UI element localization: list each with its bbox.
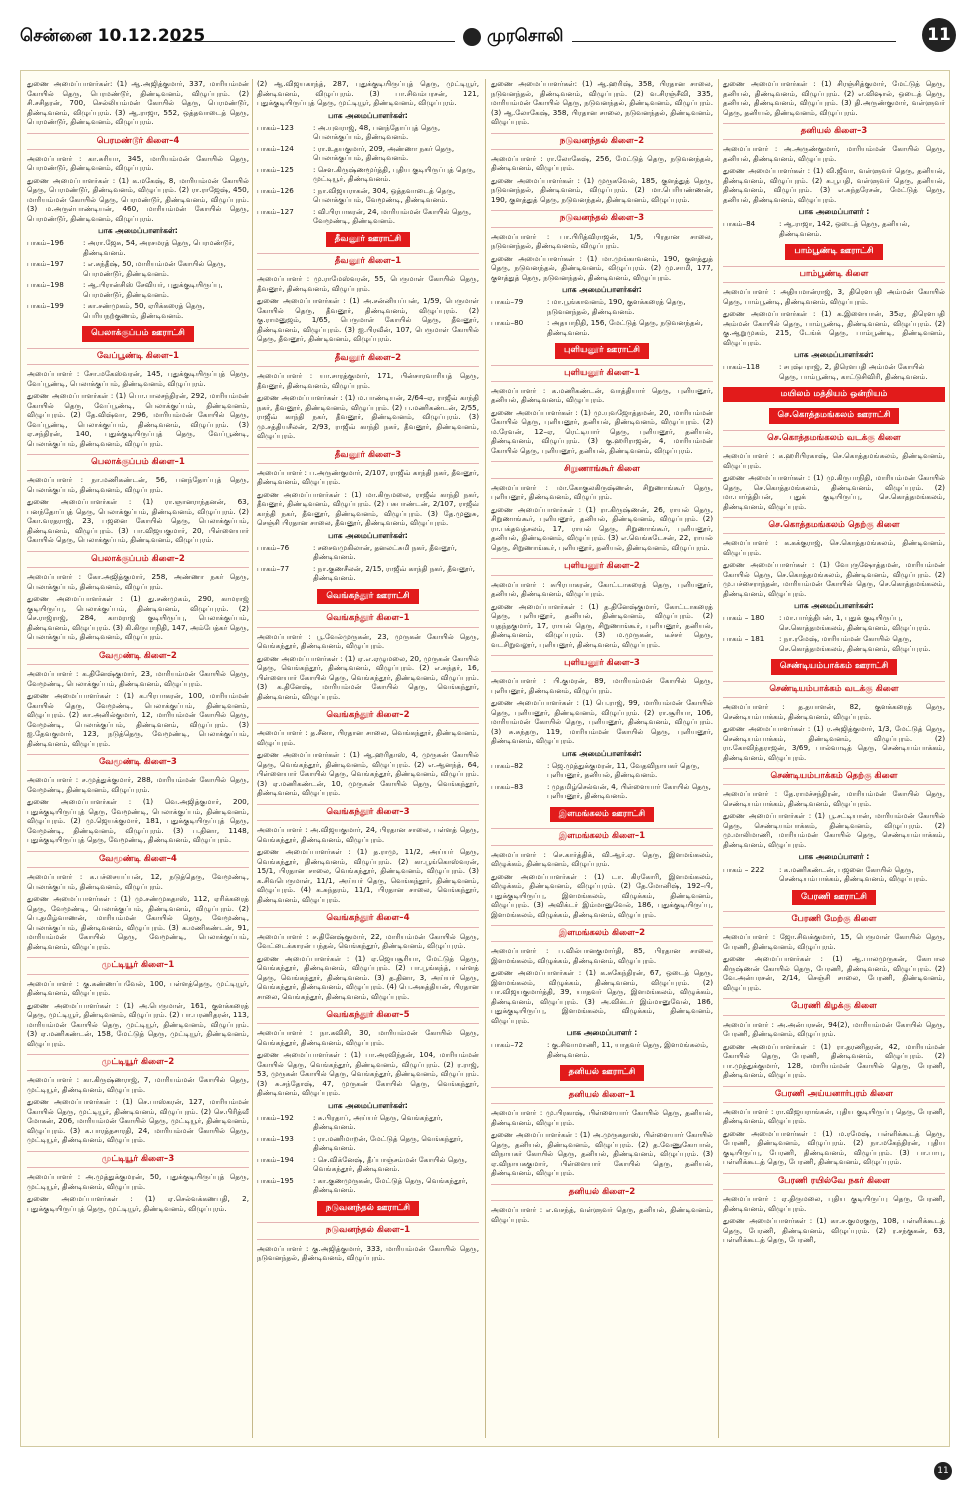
paragraph: அமைப்பாளர் : யா.சாரத்குமார், 171, பின்சாரவாரியத் தெரு, தீவனூர், திண்டிவனம், விழுப்புரம். [257, 371, 479, 390]
paragraph: துணை அமைப்பாளர்கள் : (1) மா.கிருமலை, ராஜீவ் காந்தி நகர், தீவனூர், திண்டிவனம், விழுப்புரம். (2) பசுபாண்டன், 2/107, ராஜீவ் காந்தி நகர், தீவனூர், திண்டிவனம், விழுப்புரம். (3) தே.முனுசு, செஞ்சி பிரதான சாலை, தீவனூர், திண்டிவனம், விழுப்புரம். [257, 489, 479, 528]
booth-detail: : சு.பிரதாப், அய்யர் தெரு, வெங்கந்தூர், திண்டிவனம். [313, 1112, 443, 1132]
booth-list [491, 1040, 713, 1059]
booth-number: பாகம்–76 [257, 542, 290, 552]
booth-detail: : மா.பூங்காவனம், 190, குளக்கரைத் தெரு, நடுவனந்தல், திண்டிவனம். [547, 297, 686, 316]
section-heading: புளியனூர் கிளை–2 [491, 558, 713, 575]
booth-number: பாகம்–194 [257, 1154, 294, 1164]
booth-detail: : அரா.ஜேசு, 54, அரசமரத் தெரு, பெரமண்டூர், திண்டிவனம். [83, 238, 235, 257]
booth-number: பாகம்–192 [257, 1112, 294, 1122]
paragraph: துணை அமைப்பாளர்கள்: (1) ஆ.அஜித்குமார், 337, மாரியம்மன் கோயில் தெரு, பெரமண்டூர், திண்டிவனம், விழுப்புரம். (2) சி.சசிதரன், 700, செல்லியம்மன் கோயில் தெரு, பெரமண்டூர், திண்டிவனம், விழுப்புரம். (3) ஆ.ராஜா, 552, ஒத்தவாடைத் தெரு, பெரமண்டூர், திண்டிவனம், விழுப்புரம். [27, 79, 249, 126]
booth-list [257, 123, 479, 226]
booth-list [723, 865, 945, 884]
paper-logo-icon [463, 28, 481, 46]
paragraph: துணை அமைப்பாளர்கள் : (1) ரா.தரணிதரன், 42, மாரியம்மன் கோயில் தெரு, பேரணி, திண்டிவனம், விழுப்புரம். (2) பா.முத்துக்குமார், 128, மாரியம்மன் கோயில் தெரு, பேரணி, திண்டிவனம், விழுப்புரம். [723, 1041, 945, 1080]
section-heading: வேமூண்டி கிளை–3 [27, 754, 249, 771]
subheading: பாக அமைப்பாளர் : [798, 852, 870, 862]
subheading: பாக அமைப்பாளர்கள்: [98, 226, 178, 236]
section-heading: பேரணி ரயில்வே நகர் கிளை [723, 1173, 945, 1190]
masthead [455, 26, 572, 48]
paragraph: துணை அமைப்பாளர்கள் : (1) வி.ஜீவா, வள்ளுவர் தெரு, தனியல், திண்டிவனம், விழுப்புரம். (2) க.பூபதி, வள்ளுவர் தெரு, தனியல், திண்டிவனம், விழுப்புரம். (3) எ.சுந்தரேசன், மேட்டுத் தெரு, தனியல், திண்டிவனம், விழுப்புரம். [723, 166, 945, 204]
booth-row [257, 564, 479, 583]
section-heading: செ.கொத்தமங்கலம் தெற்கு கிளை [723, 517, 945, 534]
paragraph: அமைப்பாளர் : அதியமான்ராஜ், 3, திரௌபதி அம்மன் கோயில் தெரு, பாம்பூண்டி, திண்டிவனம், விழுப்புரம். [723, 287, 945, 306]
column-divider [718, 79, 719, 1438]
paragraph: துணை அமைப்பாளர்கள் : (1) முருகவேல், 185, குளத்துத் தெரு, நடுவனந்தல், திண்டிவனம், விழுப்புரம். (2) மா.பெரியண்ணன், 190, குளத்துத் தெரு, நடுவனந்தல், திண்டிவனம், விழுப்புரம். [491, 175, 713, 204]
paragraph: துணை அமைப்பாளர்கள்: (1) ஆ.ஹரிஷ், 358, பிரதான சாலை, நடுவனந்தல், திண்டிவனம், விழுப்புரம். (2) வ.சிரஞ்சீவி, 335, மாரியம்மன் கோயில் தெரு, நடுவனந்தல், திண்டிவனம், விழுப்புரம். (3) ஆ.லோகேஷ், 358, பிரதான சாலை, நடுவனந்தல், திண்டிவனம், விழுப்புரம். [491, 79, 713, 126]
booth-row [257, 144, 479, 163]
paragraph: அமைப்பாளர் : க.மணிகண்டன், வாத்தியார் தெரு, புளியனூர், தனியல், திண்டிவனம், விழுப்புரம். [491, 385, 713, 405]
paragraph: துணை அமைப்பாளர்கள் : (1) பெ.ராஜ், 99, மாரியம்மன் கோயில் தெரு, புளியனூர், திண்டிவனம், விழுப்புரம். (2) ரா.சூரியா, 106, மாரியம்மன் கோயில் தெரு, புளியனூர், திண்டிவனம், விழுப்புரம். (3) சு.சுந்தரு, 119, மாரியம்மன் கோயில் தெரு, புளியனூர், திண்டிவனம், விழுப்புரம். [491, 698, 713, 746]
paragraph: அமைப்பாளர் : தே.ராமச்சந்திரன், மாரியம்மன் கோயில் தெரு, செண்டியம்பாக்கம், திண்டிவனம், விழுப்புரம். [723, 789, 945, 808]
paragraph: அமைப்பாளர் : கு.அஜித்குமார், 333, மாரியம்மன் கோயில் தெரு, நடுவனந்தல், திண்டிவனம், விழுப்புரம். [257, 1243, 479, 1263]
paragraph: அமைப்பாளர் : பா.பிரித்விராஜன், 1/5, பிரதான சாலை, நடுவனந்தல், திண்டிவனம், விழுப்புரம். [491, 231, 713, 251]
section-heading: பெலாக்குப்பம் கிளை–1 [27, 454, 249, 471]
paragraph: துணை அமைப்பாளர்கள் : (1) க.மகேஷ், 8, மாரியம்மன் கோயில் தெரு, பெரமண்டூர், திண்டிவனம், விழுப்புரம். (2) ரா.ராஜேஷ், 450, மாரியம்மன் கோயில் தெரு, பெரமண்டூர், திண்டிவனம், விழுப்புரம். (3) ம.அருள்பாண்டியன், 460, மாரியம்மன் கோயில் தெரு, பெரமண்டூர், திண்டிவனம், விழுப்புரம். [27, 175, 249, 223]
paragraph: அமைப்பாளர் : ரா.லோகேஷ், 256, மேட்டுத் தெரு, நடுவனந்தல், திண்டிவனம், விழுப்புரம். [491, 153, 713, 173]
panchayat-banner: செண்டியம்பாக்கம் ஊராட்சி [771, 659, 898, 674]
booth-number: பாகம்–124 [257, 143, 294, 153]
booth-row [257, 1155, 479, 1174]
section-heading: புளியனூர் கிளை–1 [491, 365, 713, 382]
section-heading: வெங்கந்தூர் கிளை–2 [257, 707, 479, 724]
booth-detail: : எ.சுந்தீஷ், 50, மாரியம்மன் கோயில் தெரு, பெரமண்டூர், திண்டிவனம். [83, 259, 226, 278]
panchayat-banner: இளமங்கலம் ஊராட்சி [550, 807, 654, 822]
booth-list [257, 1113, 479, 1195]
booth-list [27, 238, 249, 320]
subheading: பாக அமைப்பாளர்கள்: [794, 350, 874, 360]
section-heading: பெரமண்டூர் கிளை–4 [27, 133, 249, 150]
section-heading: தனியல் கிளை–3 [723, 123, 945, 140]
paragraph: துணை அமைப்பாளர்கள் : (1) மு.யுவஜோத்தமன், 20, மாரியம்மன் கோயில் தெரு, புளியனூர், தனியல், திண்டிவனம், விழுப்புரம். (2) ம.ரேவன், 12–ஏ, ரெட்டியார் தெரு, புளியனூர், தனியல், திண்டிவனம், விழுப்புரம். (3) கு.ஹரிராஜன், 4, மாரியம்மன் கோயில் தெரு, புளியனூர், தனியல், திண்டிவனம், விழுப்புரம். [491, 407, 713, 455]
booth-list [723, 613, 945, 653]
subheading: பாக அமைப்பாளர்கள்: [562, 748, 642, 758]
booth-number: பாகம்–126 [257, 185, 294, 195]
paragraph: அமைப்பாளர் : அ.முத்துக்குமரன், 50, புதுக்குடியிருப்புத் தெரு, முட்டியூர், திண்டிவனம், விழுப்புரம். [27, 1172, 249, 1191]
booth-row [27, 301, 249, 320]
booth-number: பாகம்–197 [27, 259, 64, 269]
booth-number: பாகம்–72 [491, 1040, 524, 1050]
column-3 [491, 79, 713, 1438]
paragraph: அமைப்பாளர் : ஏ.திருமலை, புதிய குடியிருப்பு தெரு, பேரணி, திண்டிவனம், விழுப்புரம். [723, 1194, 945, 1213]
booth-number: பாகம்–196 [27, 238, 64, 248]
paragraph: அமைப்பாளர் : க.பச்சையப்பன், 12, நடுத்தெரு, வேமூண்டி, பெலாக்குப்பம், திண்டிவனம், விழுப்புரம். [27, 872, 249, 891]
subheading: பாக அமைப்பாளர்கள்: [328, 530, 408, 540]
section-heading: செ.கொத்தமங்கலம் வடக்கு கிளை [723, 430, 945, 447]
panchayat-banner: புளியனூர் ஊராட்சி [555, 343, 649, 358]
section-heading: முட்டியூர் கிளை–3 [27, 1151, 249, 1168]
paragraph: துணை அமைப்பாளர்கள் : (1) க.இளையான், 35ஏ, திரௌபதி அம்மன் கோயில் தெரு, பாம்பூண்டி, திண்டிவனம், விழுப்புரம். (2) கு.ஆறுமுகம், 215, டேங்க் தெரு, பாம்பூண்டி, திண்டிவனம், விழுப்புரம். [723, 309, 945, 347]
paragraph: அமைப்பாளர் : க.தினேஷ்குமார், 23, மாரியம்மன் கோயில் தெரு, வேமூண்டி, பெலாக்குப்பம், திண்டிவனம், விழுப்புரம். [27, 669, 249, 688]
section-heading: நடுவனந்தல் கிளை–3 [491, 210, 713, 227]
booth-detail: : ஆ.பிரான்சிஸ் சேவியர், புதுக்குடியிருப்பு, பெரமண்டூர், திண்டிவனம். [83, 280, 223, 299]
section-heading: வேமூண்டி கிளை–4 [27, 851, 249, 868]
booth-detail: : ரா.மணிமாறன், மேட்டுத் தெரு, வெங்கந்தூர், திண்டிவனம். [313, 1133, 463, 1153]
paragraph: அமைப்பாளர் : மா.கோகுலகிருஷ்ணன், சிறுணாங்கூர் தெரு, புளியனூர், திண்டிவனம், விழுப்புரம். [491, 482, 713, 502]
panchayat-banner: தீவனூர் ஊராட்சி [326, 232, 410, 247]
booth-number: பாகம்–198 [27, 280, 64, 290]
paragraph: துணை அமைப்பாளர்கள் : (1) து.சண்முகம், 290, காமராஜ் குடியிருப்பு, பெலாக்குப்பம், திண்டிவனம், விழுப்புரம். (2) செ.ராஜ்ராஜ், 284, காமராஜ் குடியிருப்பு, பெலாக்குப்பம், திண்டிவனம், விழுப்புரம். (3) கி.கிருபாநிதி, 147, அம்பேத்கர் தெரு, பெலாக்குப்பம், திண்டிவனம், விழுப்புரம். [27, 594, 249, 642]
panchayat-banner: தனியல் ஊராட்சி [560, 1065, 645, 1080]
booth-detail: : ஜெ.முத்துக்குமரன், 11, வேதவிநாயகர் தெரு, புளியனூர், தனியல், திண்டிவனம். [547, 760, 700, 780]
booth-number: பாகம்–80 [491, 318, 524, 328]
paragraph: துணை அமைப்பாளர்கள் : (1) மு.கிருபாநிதி, மாரியம்மன் கோயில் தெரு, செ.கொத்தமங்கலம், திண்டிவனம், விழுப்புரம். (2) மா.பார்த்திபன், புதுக் குடியிருப்பு, செ.கொத்தமங்கலம், திண்டிவனம், விழுப்புரம். [723, 473, 945, 511]
paragraph: துணை அமைப்பாளர்கள் : (1) ரா.ஞானராந்தனன், 63, பனந்தோப்புத் தெரு, பெலாக்குப்பம், திண்டிவனம், விழுப்புரம். (2) கோ.வரதராஜ், 23, பஜனை கோயில் தெரு, பெலாக்குப்பம், திண்டிவனம், விழுப்புரம். (3) பா.விஜயகுமார், 20, பிள்ளையார் கோயில் தெரு, பெலாக்குப்பம், திண்டிவனம், விழுப்புரம். [27, 497, 249, 545]
paragraph: அமைப்பாளர் : எ.வசந்த், வள்ளுவர் தெரு, தனியல், திண்டிவனம், விழுப்புரம். [491, 1205, 713, 1224]
city-date: சென்னை 10.12.2025 [20, 26, 206, 46]
booth-number: பாகம்–127 [257, 206, 294, 216]
booth-list [723, 362, 945, 381]
booth-detail: : நா.குணசீலன், 2/15, ராஜீவ் காந்தி நகர், தீவனூர், திண்டிவனம். [313, 563, 475, 583]
booth-number: பாகம் – 181 [723, 634, 765, 644]
paragraph: துணை அமைப்பாளர்கள் : (1) மா.முங்காவனம், 190, குளத்துத் தெரு, நடுவனந்தல், திண்டிவனம், விழுப்புரம். (2) மு.சாமி, 177, குளத்துத் தெரு, நடுவனந்தல், திண்டிவனம், விழுப்புரம். [491, 253, 713, 282]
subheading: பாக அமைப்பாளர்கள்: [328, 110, 408, 120]
booth-row [257, 207, 479, 226]
booth-list [723, 219, 945, 238]
panchayat-banner: பாம்பூண்டி ஊராட்சி [785, 244, 882, 259]
booth-detail: : செ.விக்னேஷ், தீப்பாஞ்சம்மன் கோயில் தெரு, வெங்கந்தூர், திண்டிவனம். [313, 1154, 467, 1174]
paragraph: அமைப்பாளர் : சோ.மகேஸ்வரன், 145, புதுக்குடியிருப்புத் தெரு, வேப்பூண்டி, பெலாக்குப்பம், திண்டிவனம், விழுப்புரம். [27, 369, 249, 388]
page-header [20, 18, 956, 60]
paragraph: துணை அமைப்பாளர்கள் : (1) ஏ.செல்வக்கணபதி, 2, புதுக்குடியிருப்புத் தெரு, முட்டியூர், திண்டிவனம், விழுப்புரம். [27, 1194, 249, 1213]
booth-detail: : ரா.உதயகுமார், 209, அண்ணா நகர் தெரு, பெலாக்குப்பம், திண்டிவனம். [313, 143, 455, 163]
section-heading: முட்டியூர் கிளை–2 [27, 1054, 249, 1071]
subheading: பாக அமைப்பாளர்கள்: [562, 285, 642, 295]
section-heading: நடுவனந்தல் கிளை–1 [257, 1222, 479, 1239]
booth-row [491, 318, 713, 337]
column-2 [257, 79, 479, 1438]
paragraph: அமைப்பாளர் : ச.தினேஷ்குமார், 22, மாரியம்மன் கோயில் தெரு, வேட்டைக்காரன் பந்தல், வெங்கந்தூர், திண்டிவனம், விழுப்புரம். [257, 931, 479, 951]
booth-detail: : ஆ.ராஜா, 142, ஒடைத் தெரு, தனியல், திண்டிவனம். [779, 219, 910, 238]
section-heading: புளியனூர் கிளை–3 [491, 655, 713, 672]
paragraph: அமைப்பாளர் : ரா.விஜயராங்கன், புதிய குடியிருப்பு தெரு, பேரணி, திண்டிவனம், விழுப்புரம். [723, 1106, 945, 1126]
paragraph: துணை அமைப்பாளர்கள் : (1) பூ.சட்டியான், மாரியம்மன் கோயில் தெரு, செண்டியம்பாக்கம், திண்டிவனம், விழுப்புரம். (2) மு.மாலிமாணி, மாரியம்மன் கோயில் தெரு, செண்டியம்பாக்கம், திண்டிவனம், விழுப்புரம். [723, 811, 945, 849]
paragraph: துணை அமைப்பாளர்கள் : (1) க.பிரபாகரன், 100, மாரியம்மன் கோயில் தெரு, வேமூண்டி, பெலாக்குப்பம், திண்டிவனம், விழுப்புரம். (2) கா.அனில்குமார், 12, மாரியம்மன் கோயில் தெரு, வேமூண்டி, பெலாக்குப்பம், திண்டிவனம், விழுப்புரம். (3) ஐ.தேவகுமார், 123, நடுத்தெரு, வேமூண்டி, பெலாக்குப்பம், திண்டிவனம், விழுப்புரம். [27, 691, 249, 748]
section-heading: பாம்பூண்டி கிளை [723, 266, 945, 283]
section-heading: செண்டியம்பாக்கம் தெற்கு கிளை [723, 768, 945, 785]
booth-number: பாகம்–83 [491, 781, 524, 791]
booth-row [491, 297, 713, 316]
panchayat-banner: பேரணி ஊராட்சி [792, 890, 876, 905]
section-heading: தீவனூர் கிளை–2 [257, 350, 479, 367]
paragraph: துணை அமைப்பாளர்கள் : (1) சிரஞ்சித்குமார், மேட்டுத் தெரு, தனியல், திண்டிவனம், விழுப்புரம். (2) எ.விஷால், ஒடைத் தெரு, தனியல், திண்டிவனம், விழுப்புரம். (3) தி.அருண்குமார், வள்ளுவர் தெரு, தனியல், திண்டிவனம், விழுப்புரம். [723, 79, 945, 117]
section-heading: நடுவனந்தல் கிளை–2 [491, 133, 713, 150]
booth-row [491, 1040, 713, 1059]
section-heading: இளமங்கலம் கிளை–1 [491, 828, 713, 845]
booth-detail: : அதயாநிதி, 156, மேட்டுத் தெரு, நடுவனந்தல், திண்டிவனம். [547, 318, 703, 337]
column-4 [723, 79, 945, 1438]
booth-row [257, 543, 479, 562]
column-divider [252, 79, 253, 1438]
booth-row [491, 761, 713, 780]
paragraph: துணை அமைப்பாளர்கள் : (1) வெ.அஜித்குமார், 200, புதுக்குடியிருப்புத் தெரு, வேமூண்டி, பெலாக்குப்பம், திண்டிவனம், விழுப்புரம். (2) மு.ஜெயக்குமார், 181, புதுக்குடியிருப்புத் தெரு, வேமூண்டி, திண்டிவனம், விழுப்புரம். (3) ப.தினா, 1148, புதுக்குடியிருப்புத் தெரு, வேமூண்டி, திண்டிவனம், விழுப்புரம். [27, 797, 249, 845]
booth-row [723, 362, 945, 381]
subheading: பாக அமைப்பாளர் : [798, 207, 870, 217]
paragraph: துணை அமைப்பாளர்கள் : (1) ஆ.ஹரிதாஸ், 4, முருகன் கோயில் தெரு, வெங்கந்தூர், திண்டிவனம், விழுப்புரம். (2) எ.ஆனந்த், 64, பிள்ளையார் கோயில் தெரு, வெங்கந்தூர், திண்டிவனம், விழுப்புரம். (3) ஏ.மணிகண்டன், 10, முருகன் கோயில் தெரு, வெங்கந்தூர், திண்டிவனம், விழுப்புரம். [257, 750, 479, 798]
booth-number: பாகம்–79 [491, 297, 524, 307]
paragraph: துணை அமைப்பாளர்கள் : (1) செ.பாஸ்கரன், 127, மாரியம்மன் கோயில் தெரு, முட்டியூர், திண்டிவனம், விழுப்புரம். (2) செ.பிரித்வீ மோகன், 206, மாரியம்மன் கோயில் தெரு, முட்டியூர், திண்டிவனம், விழுப்புரம். (3) க.பாரத்தசாரதி, 24, மாரியம்மன் கோயில் தெரு, முட்டியூர், திண்டிவனம், விழுப்புரம். [27, 1097, 249, 1145]
section-heading: பேரணி அய்யனார்புரம் கிளை [723, 1086, 945, 1103]
paper-name: முரசொலி [487, 26, 564, 46]
paragraph: (2) ஆ.விஜயகாந்த், 287, புதுக்குடியிருப்புத் தெரு, முட்டியூர், திண்டிவனம், விழுப்புரம். (3) பா.சிவம்பரசன், 121, புதுக்குடியிருப்புத் தெரு, முட்டியூர், திண்டிவனம், விழுப்புரம். [257, 79, 479, 107]
booth-detail: : நா.விஜயராகன், 304, ஒத்தவாடைத் தெரு, பெலாக்குப்பம், வேமூண்டி, திண்டிவனம். [313, 185, 456, 205]
paragraph: அமைப்பாளர் : மு.பிரகாஷ், பிள்ளையார் கோயில் தெரு, தனியல், திண்டிவனம், விழுப்புரம். [491, 1108, 713, 1127]
booth-number: பாகம்–199 [27, 301, 64, 311]
footer-page-number: 11 [934, 1462, 952, 1480]
paragraph: அமைப்பாளர் : செ.கார்த்திக், வி.ஆர்.ஏ. தெரு, இளமங்கலம், விழுக்கம், திண்டிவனம், விழுப்புரம். [491, 849, 713, 869]
paragraph: துணை அமைப்பாளர்கள் : (1) ரா.கிருஷ்ணன், 26, ராயல் தெரு, சிறுணாங்கூர், புளியனூர், தனியல், திண்டிவனம், விழுப்புரம். (2) ரா.பக்தவத்சலம், 17, ராயல் தெரு, சிறுணாங்கூர், புளியனூர், தனியல், திண்டிவனம், விழுப்புரம். (3) எ.வெங்கடேசன், 22, ராயல் தெரு, சிறுணாங்கூர், புளியனூர், தனியல், திண்டிவனம், விழுப்புரம். [491, 504, 713, 552]
booth-number: பாகம்–123 [257, 122, 294, 132]
booth-number: பாகம் – 222 [723, 864, 765, 874]
paragraph: துணை அமைப்பாளர்கள் : (1) அ.சன்னியப்பன், 1/59, பெருமாள் கோயில் தெரு, தீவனூர், திண்டிவனம், விழுப்புரம். (2) கு.ராமனுஜம், 1/65, பெருமாள் கோயில் தெரு, தீவனூர், திண்டிவனம், விழுப்புரம். (3) ஐ.பிரவீன், 107, பெருமாள் கோயில் தெரு, தீவனூர், திண்டிவனம், விழுப்புரம். [257, 296, 479, 344]
booth-detail: : சபுஷ்பராஜ், 2, திரௌபதி அம்மன் கோயில் தெரு, பாம்பூண்டி, காட்டுசிவிரி, திண்டிவனம். [779, 362, 928, 381]
booth-number: பாகம்–82 [491, 760, 524, 770]
booth-detail: : அ.யுவராஜ், 48, பனந்தோப்புத் தெரு, பெலாக்குப்பம், திண்டிவனம். [313, 122, 441, 142]
section-heading: வெங்கந்தூர் கிளை–5 [257, 1007, 479, 1024]
booth-row [257, 1134, 479, 1153]
section-heading: தீவனூர் கிளை–1 [257, 253, 479, 270]
booth-row [27, 238, 249, 257]
article-frame [20, 70, 950, 1447]
booth-detail: : கா.சண்முகம், 50, ஏரிக்கரைத் தெரு, பெரியநற்குணம், திண்டிவனம். [83, 301, 205, 320]
panchayat-banner: வெங்கந்தூர் ஊராட்சி [317, 589, 418, 604]
paragraph: அமைப்பாளர் : பி.குமரன், 89, மாரியம்மன் கோயில் தெரு, புளியனூர், திண்டிவனம், விழுப்புரம். [491, 676, 713, 695]
union-banner: மயிலம் மத்தியம் ஒன்றியம் [723, 387, 945, 402]
paragraph: துணை அமைப்பாளர்கள் : (1) க.சுகேந்திரன், 67, ஒடைத் தெரு, இளமங்கலம், விழுக்கம், திண்டிவனம், விழுப்புரம். (2) பா.விஜயகுமார்த்தி, 39, யாதவர் தெரு, இளமங்கலம், விழுக்கம், திண்டிவனம், விழுப்புரம். (3) அ.விக்டர் இம்மானுவேல், 186, புதுக்குடியிருப்பு, இளமங்கலம், விழுக்கம், திண்டிவனம், விழுப்புரம். [491, 968, 713, 1025]
paragraph: துணை அமைப்பாளர்கள் : (1) ஆ.பாலமுருகன், கோபால கிருஷ்ணன் கோயில் தெரு, பேரணி, திண்டிவனம், விழுப்புரம். (2) வே.அன்பரசன், 2/14, செஞ்சி சாலை, பேரணி, திண்டிவனம், விழுப்புரம். [723, 954, 945, 992]
booth-detail: : வி.பிரபாகரன், 24, மாரியம்மன் கோயில் தெரு, வேமூண்டி, திண்டிவனம். [313, 206, 472, 226]
section-heading: வெங்கந்தூர் கிளை–1 [257, 610, 479, 627]
paragraph: அமைப்பாளர் : கோ.அஜித்குமார், 258, அண்ணா நகர் தெரு, பெலாக்குப்பம், திண்டிவனம், விழுப்புரம். [27, 572, 249, 591]
subheading: பாக அமைப்பாளர்கள்: [794, 601, 874, 611]
panchayat-banner: நடுவனந்தல் ஊராட்சி [317, 1201, 419, 1216]
paragraph: துணை அமைப்பாளர்கள் : (1) த.ராமு, 11/2, அய்யர் தெரு, வெங்கந்தூர், திண்டிவனம், விழுப்புரம். (2) கா.பூங்கொஸ்வரன், 15/1, பிரதான சாலை, வெங்கந்தூர், திண்டிவனம், விழுப்புரம். (3) க.சிவபெருமாள், 11/1, அய்யர் தெரு, வெங்கந்தூர், திண்டிவனம், விழுப்புரம். (4) க.சுந்தரம், 11/1, பிரதான சாலை, வெங்கந்தூர், திண்டிவனம், விழுப்புரம். [257, 847, 479, 904]
paragraph: துணை அமைப்பாளர்கள் : (1) ஏ.ஜெயசூரியா, மேட்டுத் தெரு, வெங்கந்தூர், திண்டிவனம், விழுப்புரம். (2) பா.பூங்கந்த், பள்ளத் தெரு, வெங்கந்தூர், திண்டிவனம். (3) த.தினா, 3, அய்யர் தெரு, வெங்கந்தூர், திண்டிவனம், விழுப்புரம். (4) பெ.அசுத்தியன், பிரதான சாலை, வெங்கந்தூர், திண்டிவனம், விழுப்புரம். [257, 953, 479, 1001]
section-heading: வெங்கந்தூர் கிளை–3 [257, 804, 479, 821]
booth-row [257, 186, 479, 205]
paragraph: துணை அமைப்பாளர்கள் : (1) வேபுருஷோத்தமன், மாரியம்மன் கோயில் தெரு, செ.கொத்தமங்கலம், திண்டிவனம், விழுப்புரம். (2) மு.பச்சைராந்தன், மாரியம்மன் கோயில் தெரு, செ.கொத்தமங்கலம், திண்டிவனம், விழுப்புரம். [723, 560, 945, 598]
section-heading: தனியல் கிளை–2 [491, 1184, 713, 1201]
booth-list [491, 297, 713, 337]
subheading: பாக அமைப்பாளர் : [566, 1028, 638, 1038]
booth-number: பாகம் – 180 [723, 613, 765, 623]
page-number-badge: 11 [922, 18, 956, 52]
paragraph: துணை அமைப்பாளர்கள் : (1) ஏ.எ.ஏழுமலை, 20, முருகன் கோயில் தெரு, வெங்கந்தூர், திண்டிவனம், விழுப்புரம். (2) எ.சுந்தர், 16, பிள்ளையார் கோயில் தெரு, வெங்கந்தூர், திண்டிவனம், விழுப்புரம். (3) க.தினேஷ், மாரியம்மன் கோயில் தெரு, வெங்கந்தூர், திண்டிவனம், விழுப்புரம். [257, 653, 479, 701]
section-heading: பெலாக்குப்பம் கிளை–2 [27, 551, 249, 568]
paragraph: அமைப்பாளர் : அ.விஜயகுமார், 24, பிரதான சாலை, பள்ளத் தெரு, வெங்கந்தூர், திண்டிவனம், விழுப்புரம். [257, 825, 479, 844]
paragraph: துணை அமைப்பாளர்கள் : (1) கா.ச.குமரகுரு, 108, பள்ளிக்கூடத் தெரு, பேரணி, திண்டிவனம், விழுப்புரம். (2) ர.சந்குகன், 63, பள்ளிக்கூடத் தெரு, பேரணி, [723, 1216, 945, 1245]
panchayat-banner: செ.கொத்தமங்கலம் ஊராட்சி [769, 408, 900, 423]
section-heading: வேமூண்டி கிளை–2 [27, 648, 249, 665]
paragraph: அமைப்பாளர் : அ.அன்பரசன், 94(2), மாரியம்மன் கோயில் தெரு, பேரணி, திண்டிவனம், விழுப்புரம். [723, 1019, 945, 1039]
section-heading: பேரணி கிழக்கு கிளை [723, 998, 945, 1015]
paragraph: துணை அமைப்பாளர்கள் : (1) டா. கிரகோரி, இளமங்கலம், விழுக்கம், திண்டிவனம், விழுப்புரம். (2) தே.மோனிஷ், 192–பி, புதுக்குடியிருப்பு, இளமங்கலம், விழுக்கம், திண்டிவனம், விழுப்புரம். (3) அவிக்டர் இம்மானுவேல், 186, புதுக்குடியிருப்பு, இளமங்கலம், விழுக்கம், திண்டிவனம், விழுப்புரம். [491, 871, 713, 919]
paragraph: துணை அமைப்பாளர்கள் : (1) பொ.பாலசந்திரன், 292, மாரியம்மன் கோயில் தெரு, வேப்பூண்டி, பெலாக்குப்பம், திண்டிவனம், விழுப்புரம். (2) தே.விஷ்வா, 296, மாரியம்மன் கோயில் தெரு, வேப்பூண்டி, பெலாக்குப்பம், திண்டிவனம், விழுப்புரம். (3) ஏ.சந்திரன், 140, புதுக்குடியிருப்புத் தெரு, வேப்பூண்டி, பெலாக்குப்பம், திண்டிவனம், விழுப்புரம். [27, 391, 249, 448]
booth-number: பாகம்–84 [723, 219, 756, 229]
section-heading: பேரணி மேற்கு கிளை [723, 911, 945, 928]
paragraph: அமைப்பாளர் : கா.கிருஷ்ணராஜ், 7, மாரியம்மன் கோயில் தெரு, முட்டியூர், திண்டிவனம், விழுப்புரம். [27, 1075, 249, 1094]
section-heading: முட்டியூர் கிளை–1 [27, 957, 249, 974]
booth-row [257, 123, 479, 142]
booth-detail: : கு.சிவாமாணி, 11, யாதவர் தெரு, இளமங்கலம், திண்டிவனம். [547, 1040, 709, 1059]
paragraph: அமைப்பாளர் : மு.ராமேஸ்வரன், 55, பெருமாள் கோயில் தெரு, தீவனூர், திண்டிவனம், விழுப்புரம். [257, 274, 479, 293]
paragraph: துணை அமைப்பாளர்கள் : (1) மு.சண்முகதாஸ், 112, ஏரிக்கரைத் தெரு, வேமூண்டி, பெலாக்குப்பம், திண்டிவனம், விழுப்புரம். (2) பெ.தமிழ்வாணன், மாரியம்மன் கோயில் தெரு, வேமூண்டி, பெலாக்குப்பம், திண்டிவனம், விழுப்புரம். (3) க.மணிகண்டன், 91, மாரியம்மன் கோயில் தெரு, வேமூண்டி, பெலாக்குப்பம், திண்டிவனம், விழுப்புரம். [27, 894, 249, 951]
paragraph: அமைப்பாளர் : ச.முத்துக்குமார், 288, மாரியம்மன் கோயில் தெரு, வேமூண்டி, திண்டிவனம், விழுப்புரம். [27, 775, 249, 794]
section-heading: தீவனூர் கிளை–3 [257, 447, 479, 464]
booth-detail: : மா.பார்த்திபன், 1, புதுக் குடியிருப்பு, செ.கொத்தமங்கலம், திண்டிவனம், விழுப்புரம். [779, 613, 931, 632]
booth-row [257, 1176, 479, 1195]
panchayat-banner: பெலாக்குப்பம் ஊராட்சி [82, 326, 194, 341]
booth-detail: : செள.கிருஷ்ணமூர்த்தி, புதிய குடியிருப்புத் தெரு, முட்டியூர், திண்டிவனம். [313, 164, 476, 184]
booth-row [723, 865, 945, 884]
paragraph: அமைப்பாளர் : அ.அருண்குமார், மாரியம்மன் கோயில் தெரு, தனியல், திண்டிவனம், விழுப்புரம். [723, 144, 945, 163]
column-divider [485, 79, 486, 1438]
paragraph: அமைப்பாளர் : க.கக்குராஜ், செ.கொத்தமங்கலம், திண்டிவனம், விழுப்புரம். [723, 538, 945, 557]
section-heading: இளமங்கலம் கிளை–2 [491, 925, 713, 942]
section-heading: தனியல் கிளை–1 [491, 1087, 713, 1104]
booth-number: பாகம்–195 [257, 1175, 294, 1185]
booth-detail: : நா.ரமேஷ், மாரியம்மன் கோயில் தெரு, செ.கொத்தமங்கலம், திண்டிவனம், விழுப்புரம். [779, 634, 931, 653]
paragraph: அமைப்பாளர் : த.சீனா, பிரதான சாலை, வெங்கந்தூர், திண்டிவனம், விழுப்புரம். [257, 728, 479, 747]
paragraph: துணை அமைப்பாளர்கள் : (1) அ.முருகதாஸ், பிள்ளையார் கோயில் தெரு, தனியல், திண்டிவனம், விழுப்புரம். (2) த.வேணுகோபால், விநாயகர் கோயில் தெரு, தனியல், திண்டிவனம், விழுப்புரம். (3) ஏ.விநாயககுமார், பிள்ளையார் கோயில் தெரு, தனியல், திண்டிவனம், விழுப்புரம். [491, 1130, 713, 1178]
booth-row [491, 782, 713, 801]
booth-number: பாகம்–125 [257, 164, 294, 174]
booth-detail: : முதமிழ்செல்வன், 4, பிள்ளையார் கோயில் தெரு, புளியனூர், திண்டிவனம். [547, 781, 711, 801]
paragraph: துணை அமைப்பாளர்கள் : (1) ம.ரமேஷ், பள்ளிக்கூடத் தெரு, பேரணி, திண்டிவனம், விழுப்புரம். (2) நா.மகேந்திரன், புதிய குடியிருப்பு, பேரணி, திண்டிவனம், விழுப்புரம். (3) பா.பாபு, பள்ளிக்கூடத் தெரு, பேரணி, திண்டிவனம், விழுப்புரம். [723, 1128, 945, 1167]
section-heading: வேப்பூண்டி கிளை–1 [27, 348, 249, 365]
booth-number: பாகம்–77 [257, 563, 290, 573]
booth-number: பாகம்–118 [723, 362, 760, 372]
booth-row [257, 1113, 479, 1132]
paragraph: அமைப்பாளர் : கு.கண்ணப்பவேல், 100, பள்ளத்தெரு, முட்டியூர், திண்டிவனம், விழுப்புரம். [27, 978, 249, 998]
paragraph: அமைப்பாளர் : சுபிரபாகரன், கோட்டாகரைத் தெரு, புளியனூர், தனியல், திண்டிவனம், விழுப்புரம். [491, 579, 713, 599]
booth-row [257, 165, 479, 184]
section-heading: செண்டியம்பாக்கம் வடக்கு கிளை [723, 681, 945, 698]
paragraph: அமைப்பாளர் : க.ஹரிபிரகாஷ், செ.கொத்தமங்கலம், திண்டிவனம், விழுப்புரம். [723, 451, 945, 470]
booth-number: பாகம்–193 [257, 1133, 294, 1143]
booth-detail: : சசைவமுகிலான், தனலட்சுமி நகர், தீவனூர், திண்டிவனம். [313, 542, 457, 562]
booth-list [257, 543, 479, 583]
booth-row [723, 634, 945, 653]
paragraph: துணை அமைப்பாளர்கள் : (1) பா.அரவிந்தன், 104, மாரியம்மன் கோயில் தெரு, வெங்கந்தூர், திண்டிவனம், விழுப்புரம். (2) ர.ராஜ், 53, முருகன் கோயில் தெரு, வெங்கந்தூர், திண்டிவனம், விழுப்புரம். (3) சு.சந்தோஷ், 47, முருகன் கோயில் தெரு, வெங்கந்தூர், திண்டிவனம், விழுப்புரம். [257, 1050, 479, 1098]
booth-detail: : கா.குணமுருகன், மேட்டுத் தெரு, வெங்கந்தூர், திண்டிவனம். [313, 1175, 468, 1195]
paragraph: அமைப்பாளர் : ப.வில்பானகுமார்தி, 85, பிரதான சாலை, இளமங்கலம், விழுக்கம், திண்டிவனம், விழுப்புரம். [491, 946, 713, 965]
paragraph: அமைப்பாளர் : ப.அருண்குமார், 2/107, ராஜீவ் காந்தி நகர், தீவனூர், திண்டிவனம், விழுப்புரம். [257, 467, 479, 487]
subheading: பாக அமைப்பாளர்கள்: [328, 1100, 408, 1110]
section-heading: வெங்கந்தூர் கிளை–4 [257, 910, 479, 927]
paragraph: துணை அமைப்பாளர்கள் : (1) அ.பெருமாள், 161, குளக்கரைத் தெரு, முட்டியூர், திண்டிவனம், விழுப்புரம். (2) பா.பரணிதரன், 113, மாரியம்மன் கோயில் தெரு, முட்டியூர், திண்டிவனம், விழுப்புரம். (3) ஏ.மணிகண்டன், 158, மேட்டுத் தெரு, முட்டியூர், திண்டிவனம், விழுப்புரம். [27, 1000, 249, 1048]
paragraph: அமைப்பாளர் : ஜோ.சிவக்குமார், 15, பெருமாள் கோயில் தெரு, பேரணி, திண்டிவனம், விழுப்புரம். [723, 932, 945, 951]
booth-row [27, 280, 249, 299]
paragraph: அமைப்பாளர் : நா.மணிகண்டன், 56, பனந்தோப்புத் தெரு, பெலாக்குப்பம், திண்டிவனம், விழுப்புரம். [27, 475, 249, 494]
booth-list [491, 761, 713, 801]
paragraph: அமைப்பாளர் : நா.கவிசி, 30, மாரியம்மன் கோயில் தெரு, வெங்கந்தூர், திண்டிவனம், விழுப்புரம். [257, 1028, 479, 1047]
booth-row [27, 259, 249, 278]
paragraph: அமைப்பாளர் : பூ.வேல்முருகன், 23, முருகன் கோயில் தெரு, வெங்கந்தூர், திண்டிவனம், விழுப்புரம். [257, 631, 479, 651]
paragraph: அமைப்பாளர் : கா.சுரியா, 345, மாரியம்மன் கோயில் தெரு, பெரமண்டூர், திண்டிவனம், விழுப்புரம். [27, 153, 249, 173]
paragraph: அமைப்பாளர் : த.தயாளன், 82, குளக்கரைத் தெரு, செண்டியம்பாக்கம், திண்டிவனம், விழுப்புரம். [723, 702, 945, 721]
booth-detail: : க.மணிகண்டன், பஜனை கோயில் தெரு, செண்டியம்பாக்கம், திண்டிவனம், விழுப்புரம். [779, 864, 928, 883]
paragraph: துணை அமைப்பாளர்கள் : (1) த.தினேஷ்குமார், கோட்டாகரைத் தெரு, புளியனூர், தனியல், திண்டிவனம், விழுப்புரம். (2) யுதந்தகுமார், 17, ராயல் தெரு, சிறுணாங்கூர், புளியனூர், தனியல், திண்டிவனம், விழுப்புரம். (3) ம.முருகன், டீச்சர் தெரு, வடசிறுவலூர், புளியனூர், திண்டிவனம், விழுப்புரம். [491, 601, 713, 649]
paragraph: துணை அமைப்பாளர்கள் : (1) ர.அஜித்குமார், 1/3, மேட்டுத் தெரு, செண்டியம்பாக்கம், திண்டிவனம், விழுப்புரம். (2) ரா.கோவிந்தராஜன், 3/69, பால்வாடித் தெரு, செண்டியம்பாக்கம், திண்டிவனம், விழுப்புரம். [723, 724, 945, 762]
paragraph: துணை அமைப்பாளர்கள் : (1) ம.பாண்டியன், 2/64–ஏ, ராஜீவ் காந்தி நகர், தீவனூர், திண்டிவனம், விழுப்புரம். (2) ப.மணிகண்டன், 2/55, ராஜீவ் காந்தி நகர், தீவனூர், திண்டிவனம், விழுப்புரம். (3) மு.சத்தியசீலன், 2/93, ராஜீவ் காந்தி நகர், தீவனூர், திண்டிவனம், விழுப்புரம். [257, 393, 479, 441]
section-heading: சிறுணாங்கூர் கிளை [491, 461, 713, 478]
booth-row [723, 219, 945, 238]
booth-row [723, 613, 945, 632]
column-1 [27, 79, 249, 1438]
